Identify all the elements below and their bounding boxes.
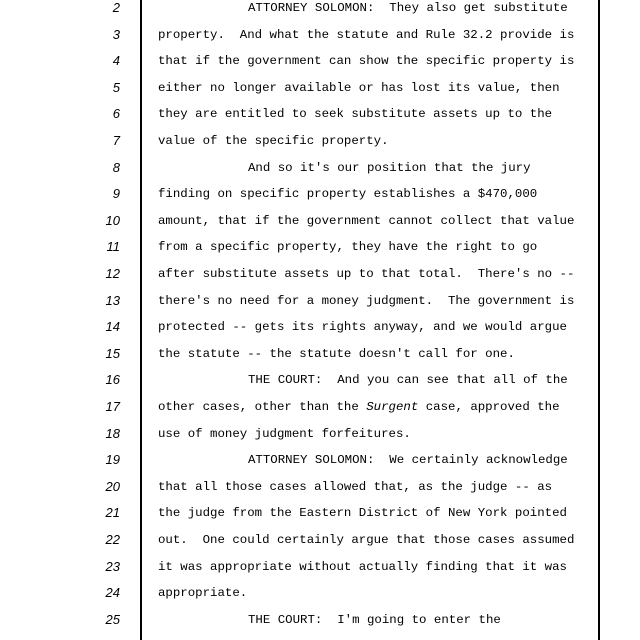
line-text: the judge from the Eastern District of New York pointed xyxy=(158,506,567,521)
line-number: 10 xyxy=(105,212,120,228)
line-number: 8 xyxy=(112,159,120,175)
transcript-line xyxy=(0,27,600,53)
line-number: 16 xyxy=(105,372,120,388)
transcript-line xyxy=(0,239,600,265)
line-number: 25 xyxy=(105,611,120,627)
line-text: THE COURT: I'm going to enter the xyxy=(248,612,501,627)
line-text: after substitute assets up to that total. There's no -- xyxy=(158,267,575,281)
transcript-line xyxy=(0,559,600,585)
line-number: 15 xyxy=(105,345,120,361)
transcript-line xyxy=(0,133,600,159)
line-number: 7 xyxy=(112,133,120,148)
line-number: 9 xyxy=(112,186,120,202)
line-number: 5 xyxy=(112,79,120,95)
line-text-before: other cases, other than the xyxy=(158,400,367,414)
line-text: value of the specific property. xyxy=(158,134,389,148)
line-text: the statute -- the statute doesn't call for one. xyxy=(158,346,515,361)
line-text: either no longer available or has lost its value, then xyxy=(158,80,560,95)
line-text: protected -- gets its rights anyway, and we would argue xyxy=(158,320,567,335)
line-text: finding on specific property establishes a $470,000 xyxy=(158,187,538,202)
line-number: 14 xyxy=(105,319,120,335)
transcript-line xyxy=(0,80,600,106)
line-text: And so it's our position that the jury xyxy=(248,160,531,175)
line-number: 19 xyxy=(105,452,120,468)
line-text: THE COURT: And you can see that all of the xyxy=(248,373,568,388)
line-text: out. One could certainly argue that those cases assumed xyxy=(158,533,575,547)
line-number: 18 xyxy=(105,425,120,441)
line-number: 11 xyxy=(106,239,120,255)
line-number: 24 xyxy=(105,585,120,601)
line-text: amount, that if the government cannot collect that value xyxy=(158,213,575,228)
line-text: they are entitled to seek substitute assets up to the xyxy=(158,107,553,122)
line-text: ATTORNEY SOLOMON: We certainly acknowledge xyxy=(248,453,568,468)
line-number: 17 xyxy=(105,399,120,414)
transcript-line xyxy=(0,186,600,212)
transcript-line xyxy=(0,479,600,505)
line-number: 4 xyxy=(112,53,120,69)
line-number: 22 xyxy=(105,532,120,547)
line-text xyxy=(158,399,560,415)
transcript-line xyxy=(0,346,600,372)
transcript-line xyxy=(0,160,600,186)
line-text: it was appropriate without actually finding that it was xyxy=(158,559,567,574)
line-number: 6 xyxy=(112,106,120,122)
line-text: property. And what the statute and Rule 32.2 provide is xyxy=(158,27,575,42)
transcript-line xyxy=(0,372,600,398)
transcript-line xyxy=(0,266,600,292)
transcript-line xyxy=(0,293,600,319)
line-number: 12 xyxy=(105,266,120,281)
transcript-line xyxy=(0,452,600,478)
transcript-line xyxy=(0,505,600,531)
transcript-line xyxy=(0,106,600,132)
transcript-line xyxy=(0,319,600,345)
transcript-line xyxy=(0,213,600,239)
line-text: from a specific property, they have the right to go xyxy=(158,240,538,255)
transcript-line xyxy=(0,53,600,79)
line-text: appropriate. xyxy=(158,586,248,601)
line-number: 21 xyxy=(105,505,120,521)
line-number: 3 xyxy=(112,26,120,42)
transcript-line xyxy=(0,399,600,425)
transcript-line xyxy=(0,426,600,452)
transcript-line xyxy=(0,0,600,26)
line-text: ATTORNEY SOLOMON: They also get substitute xyxy=(248,1,568,15)
line-text: that all those cases allowed that, as the judge -- as xyxy=(158,479,553,494)
line-text: use of money judgment forfeitures. xyxy=(158,426,411,441)
line-text-after: case, approved the xyxy=(418,400,560,414)
transcript-line xyxy=(0,612,600,638)
line-number: 20 xyxy=(105,478,120,494)
line-number: 13 xyxy=(105,292,120,308)
transcript-line xyxy=(0,585,600,611)
case-name-italic: Surgent xyxy=(366,400,419,414)
line-number: 23 xyxy=(105,558,120,574)
line-text: that if the government can show the specific property is xyxy=(158,54,575,69)
line-number: 2 xyxy=(112,0,120,15)
transcript-line xyxy=(0,532,600,558)
line-text: there's no need for a money judgment. The government is xyxy=(158,293,575,308)
